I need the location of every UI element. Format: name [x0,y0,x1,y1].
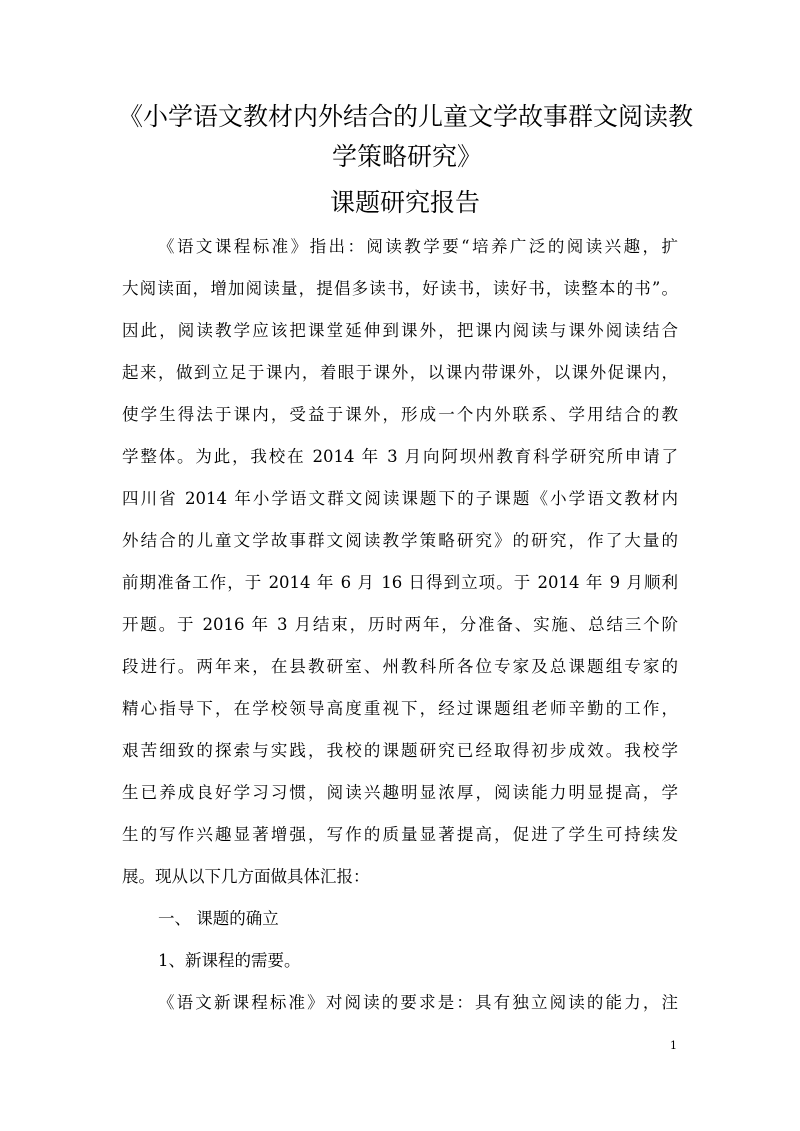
paragraph-line: 生的写作兴趣显著增强，写作的质量显著提高，促进了学生可持续发 [122,825,678,844]
paragraph-line: 起来，做到立足于课内，着眼于课外，以课内带课外，以课外促课内， [122,363,678,382]
paragraph-line: 大阅读面，增加阅读量，提倡多读书，好读书，读好书，读整本的书”。 [122,279,678,298]
paragraph-line: 使学生得法于课内，受益于课外，形成一个内外联系、学用结合的教 [122,405,678,424]
section-heading: 一、 课题的确立 [158,909,279,928]
paragraph-line: 精心指导下，在学校领导高度重视下，经过课题组老师辛勤的工作， [122,699,678,718]
document-title-line-1: 《小学语文教材内外结合的儿童文学故事群文阅读教 [118,102,694,131]
paragraph-line: 生已养成良好学习习惯，阅读兴趣明显浓厚，阅读能力明显提高，学 [122,783,678,802]
paragraph-line: 《语文课程标准》指出：阅读教学要“培养广泛的阅读兴趣，扩 [158,237,678,256]
subsection-heading: 1、新课程的需要。 [158,951,301,970]
paragraph-line: 四川省 2014 年小学语文群文阅读课题下的子课题《小学语文教材内 [122,489,678,508]
paragraph-line: 外结合的儿童文学故事群文阅读教学策略研究》的研究，作了大量的 [122,531,678,550]
document-subtitle: 课题研究报告 [330,188,481,217]
paragraph-line: 学整体。为此，我校在 2014 年 3 月向阿坝州教育科学研究所申请了 [122,447,678,466]
paragraph-line: 段进行。两年来，在县教研室、州教科所各位专家及总课题组专家的 [122,657,678,676]
paragraph-line: 展。现从以下几方面做具体汇报： [122,867,370,886]
paragraph-line: 前期准备工作，于 2014 年 6 月 16 日得到立项。于 2014 年 9 月顺利 [122,573,678,592]
paragraph-line: 《语文新课程标准》对阅读的要求是：具有独立阅读的能力，注 [158,993,678,1012]
document-title-line-2: 学策略研究》 [332,142,483,171]
paragraph-line: 开题。于 2016 年 3 月结束，历时两年，分准备、实施、总结三个阶 [122,615,678,634]
paragraph-line: 因此，阅读教学应该把课堂延伸到课外，把课内阅读与课外阅读结合 [122,321,678,340]
page-number: 1 [670,1039,677,1052]
paragraph-line: 艰苦细致的探索与实践，我校的课题研究已经取得初步成效。我校学 [122,741,678,760]
